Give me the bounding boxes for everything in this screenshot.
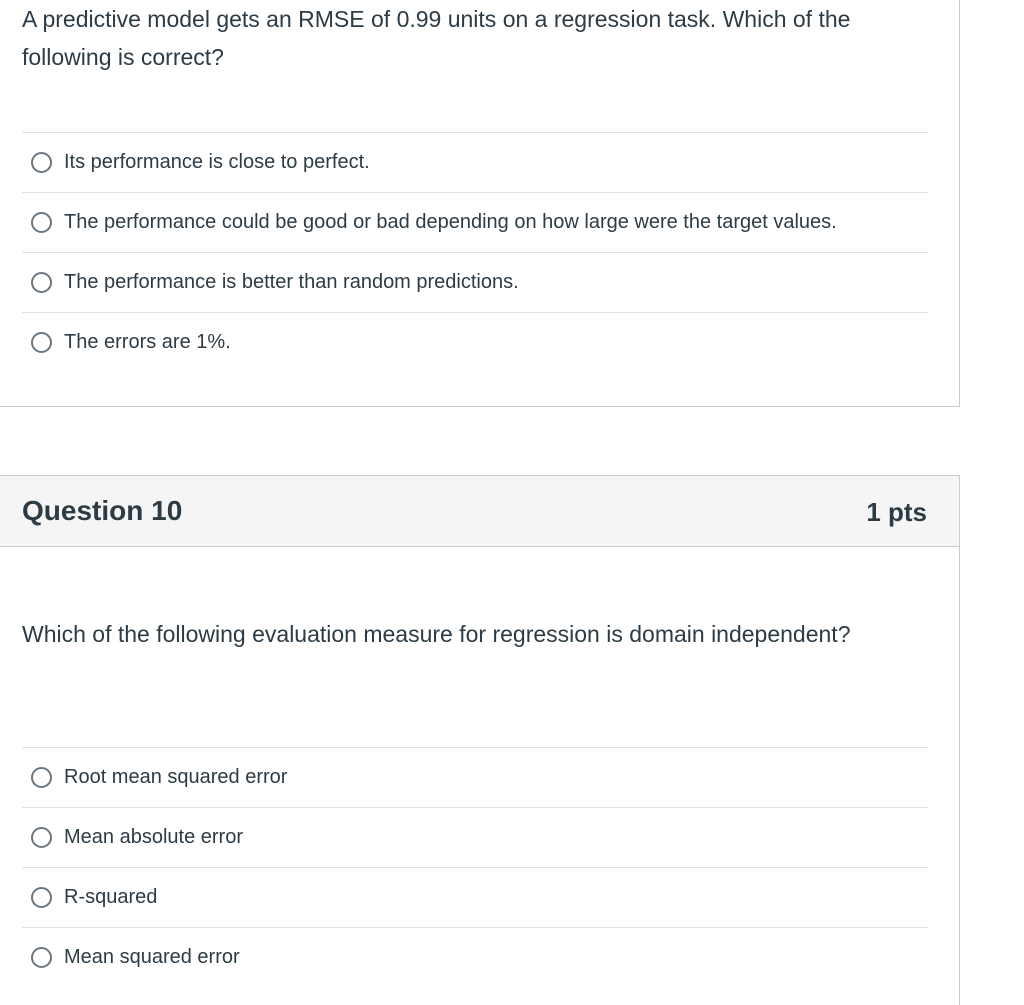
answer-label[interactable]: The performance could be good or bad depending on how large were the target values.	[64, 211, 837, 233]
question-10-answers	[22, 747, 928, 987]
question-title: Question 10	[22, 495, 183, 526]
answer-option[interactable]	[22, 867, 928, 927]
radio-button[interactable]	[31, 827, 52, 848]
question-header	[0, 476, 959, 547]
question-points: 1 pts	[866, 497, 927, 527]
answer-option[interactable]	[22, 252, 928, 312]
radio-button[interactable]	[31, 332, 52, 353]
radio-button[interactable]	[31, 152, 52, 173]
answer-label[interactable]: Root mean squared error	[64, 766, 288, 788]
answer-label[interactable]: R-squared	[64, 886, 158, 908]
answer-option[interactable]	[22, 192, 928, 252]
question-9-text: A predictive model gets an RMSE of 0.99 units on a regression task. Which of the following is correct?	[22, 6, 851, 70]
question-10-text: Which of the following evaluation measure for regression is domain independent?	[22, 621, 851, 647]
answer-option[interactable]	[22, 132, 928, 192]
radio-button[interactable]	[31, 212, 52, 233]
radio-button[interactable]	[31, 887, 52, 908]
radio-button[interactable]	[31, 767, 52, 788]
answer-option[interactable]	[22, 312, 928, 372]
answer-label[interactable]: Mean squared error	[64, 946, 240, 968]
answer-label[interactable]: The errors are 1%.	[64, 331, 231, 353]
radio-button[interactable]	[31, 947, 52, 968]
radio-button[interactable]	[31, 272, 52, 293]
answer-option[interactable]	[22, 927, 928, 987]
answer-option[interactable]	[22, 807, 928, 867]
question-9-card	[0, 0, 960, 407]
question-10-card	[0, 475, 960, 1005]
answer-option[interactable]	[22, 747, 928, 807]
answer-label[interactable]: Its performance is close to perfect.	[64, 151, 370, 173]
answer-label[interactable]: The performance is better than random predictions.	[64, 271, 519, 293]
question-9-answers	[22, 132, 928, 372]
answer-label[interactable]: Mean absolute error	[64, 826, 243, 848]
